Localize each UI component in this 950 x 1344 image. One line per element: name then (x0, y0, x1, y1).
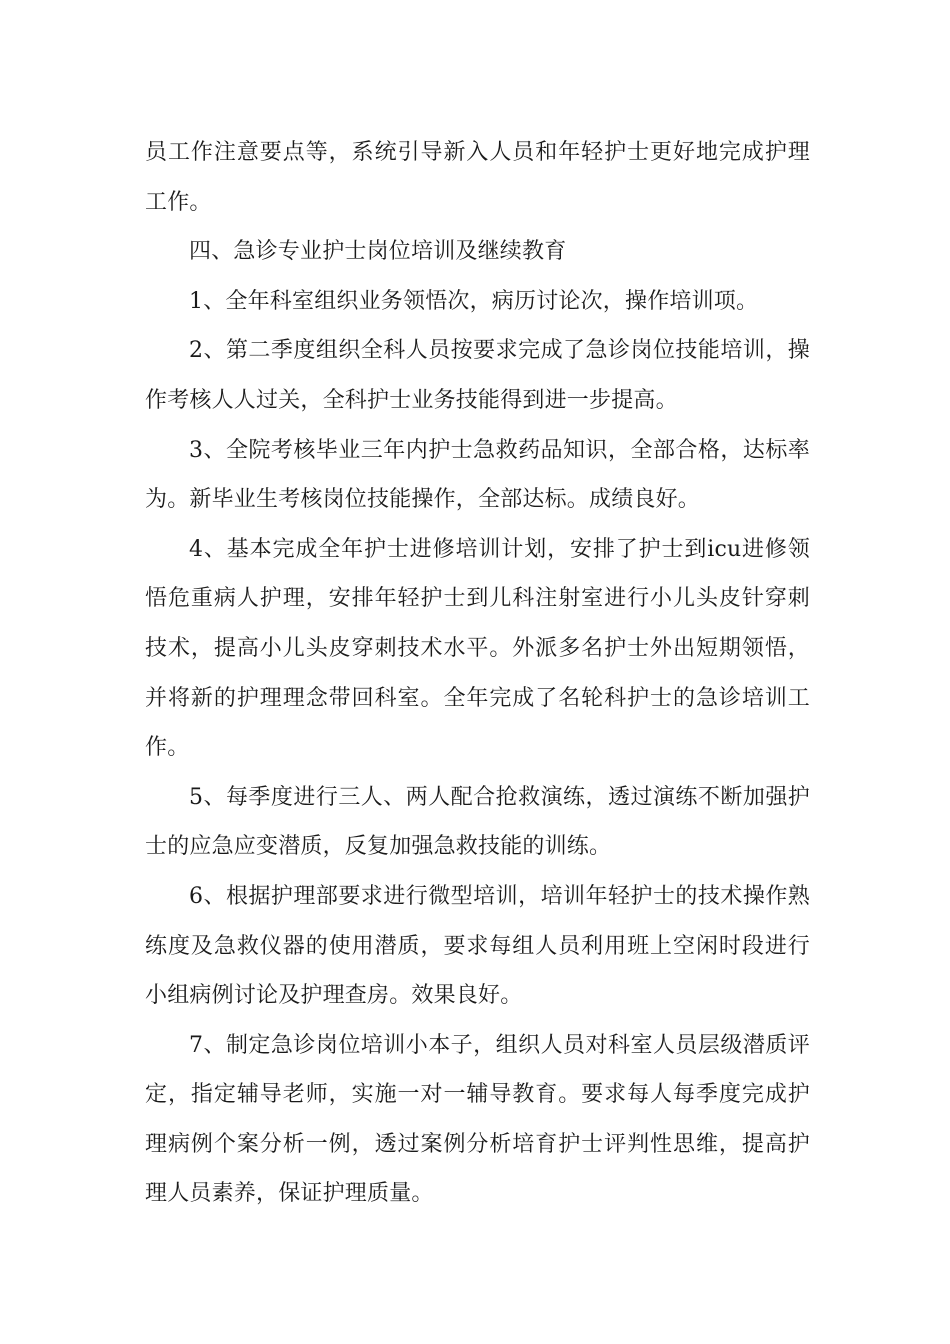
paragraph-continuation: 员工作注意要点等，系统引导新入人员和年轻护士更好地完成护理工作。 (145, 140, 810, 215)
paragraph-item-6: 6、根据护理部要求进行微型培训，培训年轻护士的技术操作熟练度及急救仪器的使用潜质，要求每组人员利用班上空闲时段进行小组病例讨论及护理查房。效果良好。 (145, 883, 810, 1009)
paragraph-item-2: 2、第二季度组织全科人员按要求完成了急诊岗位技能培训，操作考核人人过关，全科护士业务技能得到进一步提高。 (145, 338, 810, 413)
paragraph-item-7: 7、制定急诊岗位培训小本子，组织人员对科室人员层级潜质评定，指定辅导老师，实施一对一辅导教育。要求每人每季度完成护理病例个案分析一例，透过案例分析培育护士评判性思维，提高护理人员素养，保证护理质量。 (145, 1032, 810, 1207)
paragraph-item-4: 4、基本完成全年护士进修培训计划，安排了护士到icu进修领悟危重病人护理，安排年轻护士到儿科注射室进行小儿头皮针穿刺技术，提高小儿头皮穿刺技术水平。外派多名护士外出短期领悟，并将新的护理理念带回科室。全年完成了名轮科护士的急诊培训工作。 (145, 536, 810, 761)
paragraph-item-5: 5、每季度进行三人、两人配合抢救演练，透过演练不断加强护士的应急应变潜质，反复加强急救技能的训练。 (145, 784, 810, 860)
document-body (145, 128, 810, 1219)
paragraph-item-1: 1、全年科室组织业务领悟次，病历讨论次，操作培训项。 (189, 288, 759, 314)
section-heading: 四、急诊专业护士岗位培训及继续教育 (189, 239, 567, 265)
paragraph-item-3: 3、全院考核毕业三年内护士急救药品知识，全部合格，达标率为。新毕业生考核岗位技能操作，全部达标。成绩良好。 (145, 437, 810, 513)
